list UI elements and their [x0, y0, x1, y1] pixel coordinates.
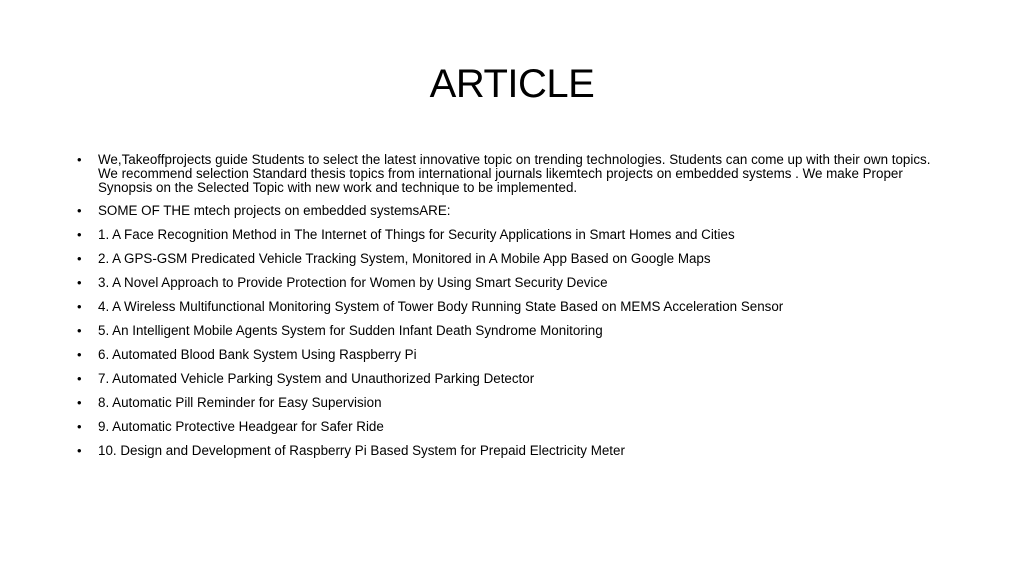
bullet-icon: •	[77, 395, 82, 410]
list-item-text: 5. An Intelligent Mobile Agents System for Sudden Infant Death Syndrome Monitoring	[98, 323, 603, 338]
list-item-text: We,Takeoffprojects guide Students to select the latest innovative topic on trending technologies. Students can come up with their own topics. We recommend selection Standard thesis topics from international journals likemtech projects on embedded systems . We make Proper Synopsis on the Selected Topic with new work and technique to be implemented.	[98, 152, 931, 195]
bullet-icon: •	[77, 371, 82, 386]
list-item	[77, 372, 947, 386]
bullet-icon: •	[77, 251, 82, 266]
list-item	[77, 444, 947, 458]
list-item	[77, 228, 947, 242]
bullet-icon: •	[77, 347, 82, 362]
bullet-list	[77, 153, 947, 468]
list-item-text: 6. Automated Blood Bank System Using Raspberry Pi	[98, 347, 417, 362]
list-item-text: 8. Automatic Pill Reminder for Easy Supervision	[98, 395, 382, 410]
bullet-icon: •	[77, 275, 82, 290]
bullet-icon: •	[77, 299, 82, 314]
list-item	[77, 420, 947, 434]
list-item-text: 1. A Face Recognition Method in The Internet of Things for Security Applications in Smart Homes and Cities	[98, 227, 735, 242]
list-item	[77, 153, 947, 195]
bullet-icon: •	[77, 227, 82, 242]
list-item-text: 2. A GPS-GSM Predicated Vehicle Tracking System, Monitored in A Mobile App Based on Google Maps	[98, 251, 711, 266]
list-item	[77, 276, 947, 290]
slide-title: ARTICLE	[429, 62, 595, 106]
list-item-text: 7. Automated Vehicle Parking System and Unauthorized Parking Detector	[98, 371, 535, 386]
list-item-text: 4. A Wireless Multifunctional Monitoring System of Tower Body Running State Based on MEMS Acceleration Sensor	[98, 299, 784, 314]
list-item	[77, 348, 947, 362]
list-item-text: SOME OF THE mtech projects on embedded systemsARE:	[98, 203, 451, 218]
list-item	[77, 300, 947, 314]
bullet-icon: •	[77, 443, 82, 458]
list-item-text: 3. A Novel Approach to Provide Protection for Women by Using Smart Security Device	[98, 275, 608, 290]
list-item	[77, 396, 947, 410]
bullet-icon: •	[77, 203, 82, 218]
bullet-icon: •	[77, 419, 82, 434]
list-item-text: 9. Automatic Protective Headgear for Safer Ride	[98, 419, 384, 434]
bullet-icon: •	[77, 152, 82, 167]
bullet-icon: •	[77, 323, 82, 338]
list-item	[77, 324, 947, 338]
list-item	[77, 252, 947, 266]
list-item	[77, 204, 947, 218]
list-item-text: 10. Design and Development of Raspberry Pi Based System for Prepaid Electricity Meter	[98, 443, 625, 458]
